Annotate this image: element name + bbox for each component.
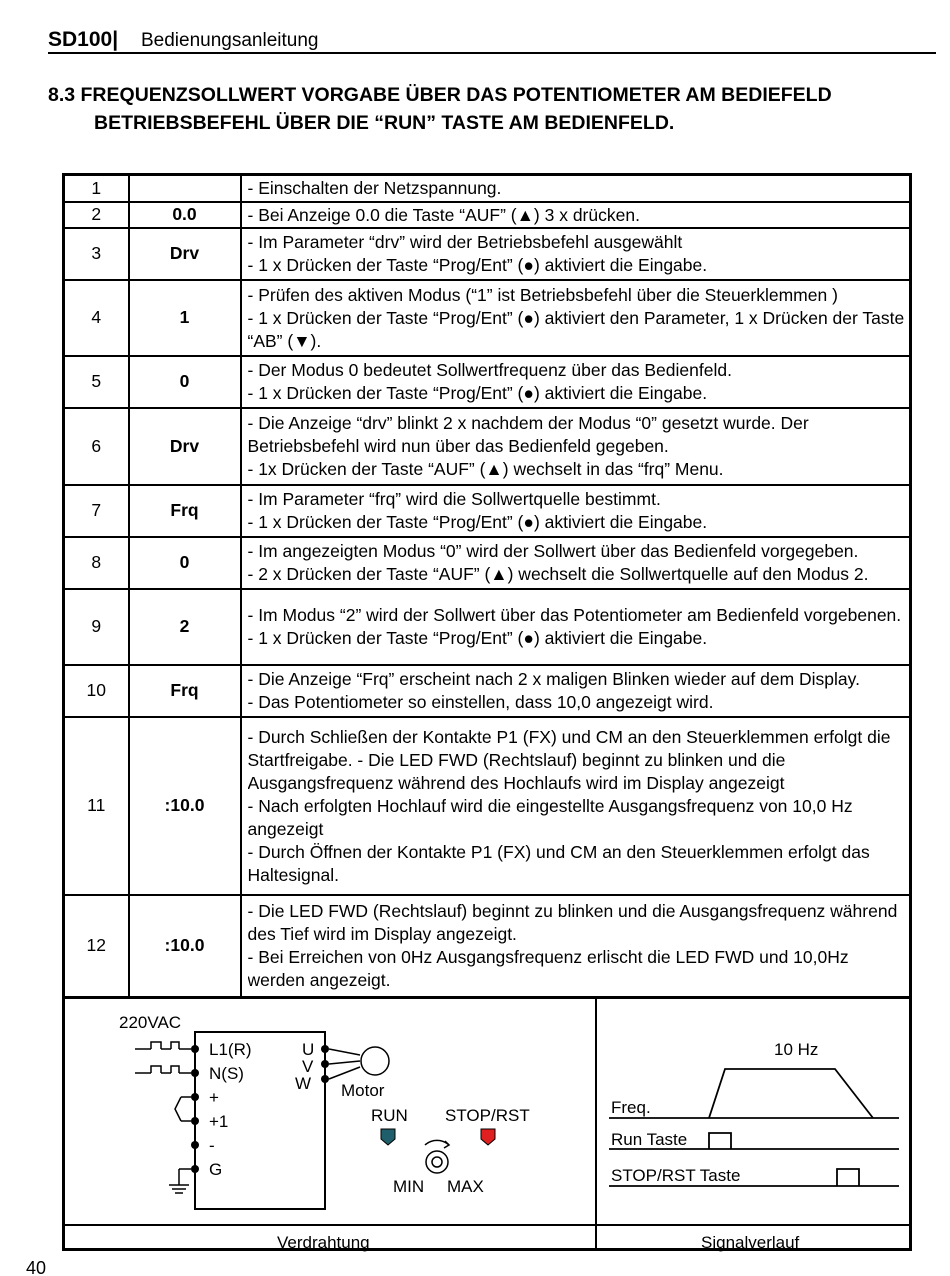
motor-icon bbox=[361, 1047, 389, 1075]
min-label: MIN bbox=[393, 1177, 425, 1196]
step-description-line: - 1 x Drücken der Taste “Prog/Ent” (●) aktiviert die Eingabe. bbox=[247, 628, 708, 648]
step-display: 2 bbox=[129, 589, 241, 665]
step-description-line: - Prüfen des aktiven Modus (“1” ist Betriebsbefehl über die Steuerklemmen ) bbox=[247, 284, 838, 305]
step-description-line: - Bei Anzeige 0.0 die Taste “AUF” (▲) 3 x drücken. bbox=[247, 204, 640, 225]
table-row bbox=[64, 408, 911, 485]
step-number: 10 bbox=[64, 665, 129, 717]
table-row bbox=[64, 280, 911, 356]
diagram-panel bbox=[62, 997, 912, 1251]
table-row bbox=[64, 895, 911, 998]
step-description-line: - Die Anzeige “drv” blinkt 2 x nachdem der Modus “0” gesetzt wurde. Der Betriebsbefehl wird nun über das Bedienfeld gegeben. bbox=[247, 413, 809, 456]
input-terminals bbox=[191, 1040, 252, 1179]
run-label: RUN bbox=[371, 1106, 408, 1125]
terminal-n: N(S) bbox=[209, 1064, 244, 1083]
supply-wires bbox=[135, 1042, 191, 1193]
step-number: 2 bbox=[64, 202, 129, 228]
output-terminals bbox=[295, 1040, 389, 1100]
step-number: 4 bbox=[64, 280, 129, 356]
table-row bbox=[64, 589, 911, 665]
signal-diagram bbox=[609, 1040, 899, 1186]
step-description-line: - Durch Schließen der Kontakte P1 (FX) und CM an den Steuerklemmen erfolgt die Startfreigabe. - Die LED FWD (Rechtslauf) beginnt zu blinken und die Ausgangsfrequenz während des Hochlaufs wird im Display angezeigt bbox=[247, 726, 891, 793]
step-display bbox=[129, 175, 241, 202]
step-description bbox=[241, 280, 911, 356]
table-row bbox=[64, 537, 911, 589]
step-description-line: - 1 x Drücken der Taste “Prog/Ent” (●) aktiviert die Eingabe. bbox=[247, 512, 708, 532]
step-description bbox=[241, 202, 911, 228]
step-description-line: - Im Parameter “frq” wird die Sollwertquelle bestimmt. bbox=[247, 489, 661, 509]
step-description-line: - Die LED FWD (Rechtslauf) beginnt zu blinken und die Ausgangsfrequenz während des Tief wird im Display angezeigt. bbox=[247, 901, 898, 945]
table-row bbox=[64, 356, 911, 408]
motor-label: Motor bbox=[341, 1081, 385, 1100]
section-title-line1: 8.3 FREQUENZSOLLWERT VORGABE ÜBER DAS POTENTIOMETER AM BEDIEFELD bbox=[48, 84, 832, 106]
potentiometer-icon bbox=[425, 1140, 449, 1173]
step-description-line: - 1x Drücken der Taste “AUF” (▲) wechselt in das “frq” Menu. bbox=[247, 459, 724, 479]
signal-caption: Signalverlauf bbox=[701, 1233, 800, 1252]
row-run: Run Taste bbox=[611, 1130, 688, 1149]
manual-title: Bedienungsanleitung bbox=[141, 30, 319, 51]
table-row bbox=[64, 717, 911, 895]
step-number: 7 bbox=[64, 485, 129, 537]
step-description-line: - Im angezeigten Modus “0” wird der Sollwert über das Bedienfeld vorgegeben. bbox=[247, 541, 859, 561]
step-description bbox=[241, 665, 911, 717]
step-description-line: - 1 x Drücken der Taste “Prog/Ent” (●) aktiviert den Parameter, 1 x Drücken der Taste “AB” (▼). bbox=[247, 307, 905, 351]
step-description-line: - Durch Öffnen der Kontakte P1 (FX) und CM an den Steuerklemmen erfolgt das Haltesignal. bbox=[247, 841, 870, 885]
terminal-g: G bbox=[209, 1160, 223, 1179]
run-pulse bbox=[709, 1133, 731, 1149]
stop-label: STOP/RST bbox=[445, 1106, 530, 1125]
terminal-w: W bbox=[295, 1074, 312, 1093]
step-display: 0.0 bbox=[129, 202, 241, 228]
step-description bbox=[241, 485, 911, 537]
step-description-line: - 2 x Drücken der Taste “AUF” (▲) wechselt die Sollwertquelle auf den Modus 2. bbox=[247, 564, 869, 584]
step-description-line: - Nach erfolgten Hochlauf wird die eingestellte Ausgangsfrequenz von 10,0 Hz angezeigt bbox=[247, 795, 853, 839]
step-description-line: - Der Modus 0 bedeutet Sollwertfrequenz über das Bedienfeld. bbox=[247, 360, 732, 380]
step-description bbox=[241, 895, 911, 998]
step-number: 12 bbox=[64, 895, 129, 998]
step-display: 0 bbox=[129, 356, 241, 408]
step-description bbox=[241, 717, 911, 895]
step-description-line: - Im Modus “2” wird der Sollwert über das Potentiometer am Bedienfeld vorgebenen. bbox=[247, 605, 902, 625]
freq-trace bbox=[709, 1069, 873, 1118]
terminal-minus: - bbox=[209, 1136, 215, 1155]
step-description-line: - Die Anzeige “Frq” erscheint nach 2 x maligen Blinken wieder auf dem Display. bbox=[247, 669, 860, 689]
step-display: 0 bbox=[129, 537, 241, 589]
terminal-v: V bbox=[302, 1057, 314, 1076]
table-row bbox=[64, 202, 911, 228]
table-row bbox=[64, 175, 911, 202]
step-description-line: - Einschalten der Netzspannung. bbox=[247, 178, 502, 199]
terminal-l1: L1(R) bbox=[209, 1040, 252, 1059]
step-description-line: - Das Potentiometer so einstellen, dass 10,0 angezeigt wird. bbox=[247, 692, 714, 712]
step-display: Drv bbox=[129, 408, 241, 485]
supply-label: 220VAC bbox=[119, 1013, 182, 1032]
page-header bbox=[48, 26, 936, 54]
step-number: 3 bbox=[64, 228, 129, 280]
step-description bbox=[241, 175, 911, 202]
wiring-caption: Verdrahtung bbox=[277, 1233, 370, 1252]
step-number: 6 bbox=[64, 408, 129, 485]
step-number: 5 bbox=[64, 356, 129, 408]
step-description bbox=[241, 589, 911, 665]
step-description-line: - Im Parameter “drv” wird der Betriebsbefehl ausgewählt bbox=[247, 232, 683, 252]
stop-pulse bbox=[837, 1169, 859, 1186]
page-number: 40 bbox=[26, 1258, 47, 1276]
terminal-u: U bbox=[302, 1040, 315, 1059]
section-title bbox=[48, 81, 832, 137]
stop-button-icon bbox=[481, 1129, 495, 1145]
step-description-line: - 1 x Drücken der Taste “Prog/Ent” (●) aktiviert die Eingabe. bbox=[247, 383, 708, 403]
step-description-line: - Bei Erreichen von 0Hz Ausgangsfrequenz erlischt die LED FWD und 10,0Hz werden angezeigt. bbox=[247, 947, 849, 991]
step-number: 9 bbox=[64, 589, 129, 665]
row-freq: Freq. bbox=[611, 1098, 651, 1117]
step-description bbox=[241, 228, 911, 280]
terminal-plus: + bbox=[209, 1088, 219, 1107]
step-description bbox=[241, 537, 911, 589]
steps-table bbox=[62, 173, 912, 999]
wiring-diagram bbox=[65, 999, 911, 1225]
model-name: SD100| bbox=[48, 28, 119, 51]
row-stop: STOP/RST Taste bbox=[611, 1166, 741, 1185]
step-display: :10.0 bbox=[129, 717, 241, 895]
table-row bbox=[64, 485, 911, 537]
step-display: Frq bbox=[129, 665, 241, 717]
step-display: Drv bbox=[129, 228, 241, 280]
run-button-icon bbox=[381, 1129, 395, 1145]
terminal-plus1: +1 bbox=[209, 1112, 229, 1131]
step-description bbox=[241, 356, 911, 408]
step-number: 11 bbox=[64, 717, 129, 895]
table-row bbox=[64, 665, 911, 717]
freq-value-label: 10 Hz bbox=[774, 1040, 819, 1059]
step-display: :10.0 bbox=[129, 895, 241, 998]
table-row bbox=[64, 228, 911, 280]
step-description-line: - 1 x Drücken der Taste “Prog/Ent” (●) aktiviert die Eingabe. bbox=[247, 255, 708, 275]
step-display: Frq bbox=[129, 485, 241, 537]
step-display: 1 bbox=[129, 280, 241, 356]
step-number: 8 bbox=[64, 537, 129, 589]
step-description bbox=[241, 408, 911, 485]
max-label: MAX bbox=[447, 1177, 484, 1196]
section-title-line2: BETRIEBSBEFEHL ÜBER DIE “RUN” TASTE AM BEDIENFELD. bbox=[94, 112, 675, 134]
step-number: 1 bbox=[64, 175, 129, 202]
